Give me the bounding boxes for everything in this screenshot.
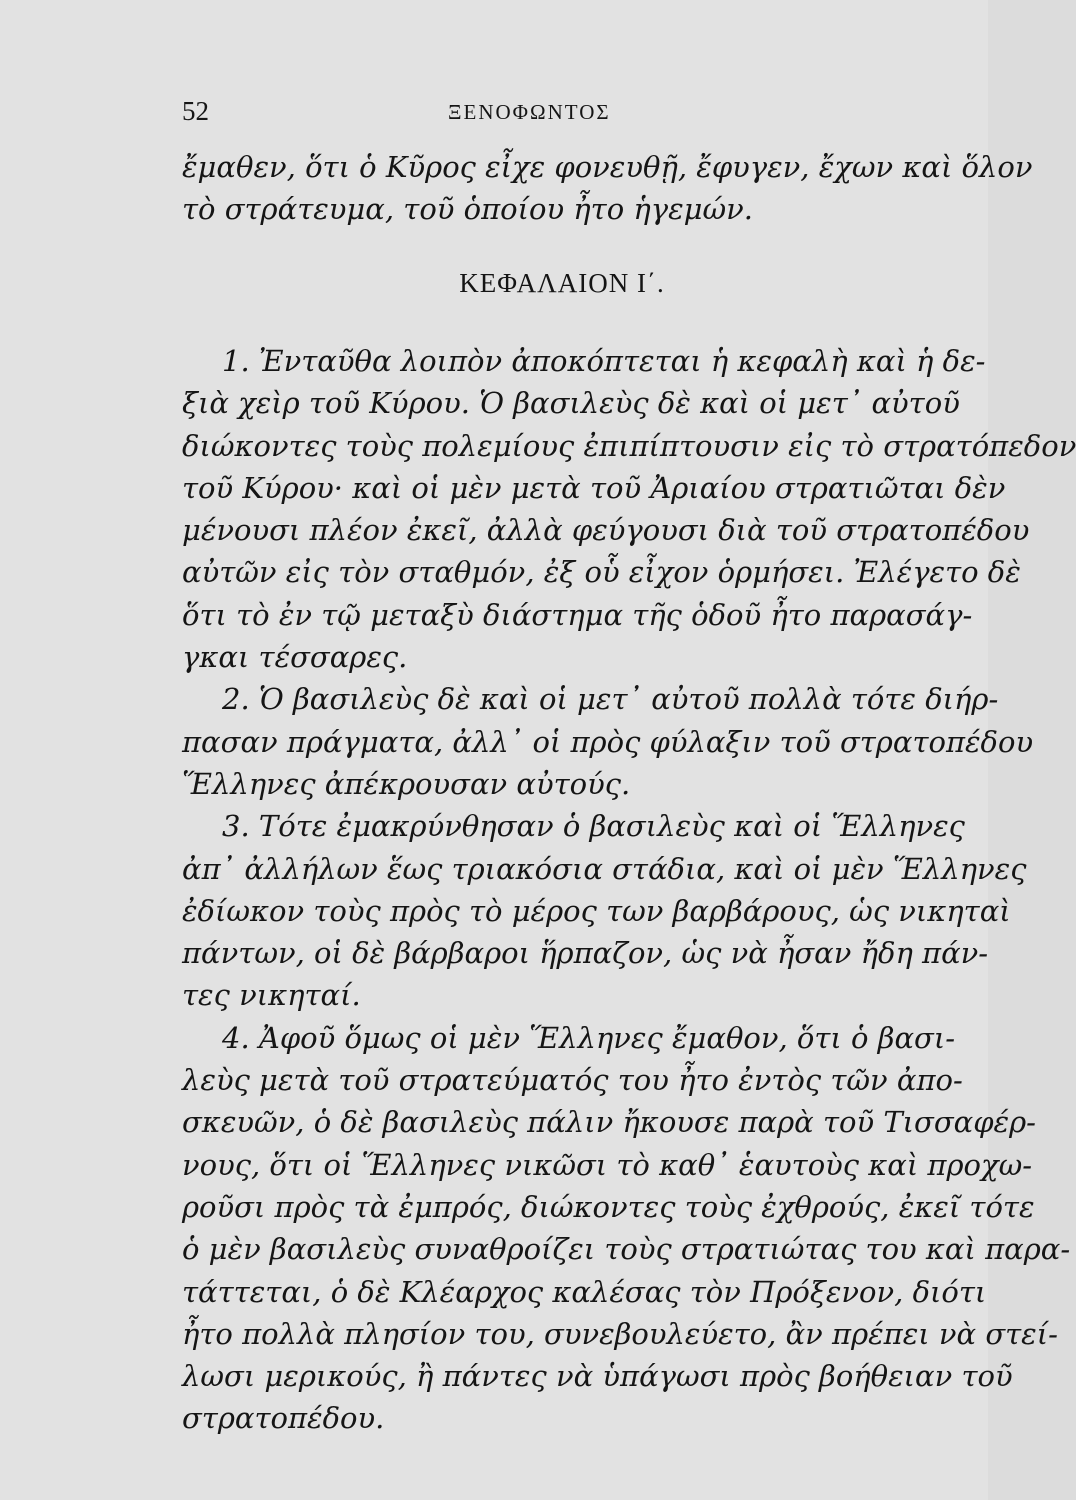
text-line: τὸ στράτευμα, τοῦ ὁποίου ἦτο ἡγεμών.	[182, 192, 754, 227]
page-header	[182, 96, 942, 136]
paragraph-3-line: 3. Τότε ἐμακρύνθησαν ὁ βασιλεὺς καὶ οἱ Ἕλληνες	[222, 809, 965, 844]
text-line: μένουσι πλέον ἐκεῖ, ἀλλὰ φεύγουσι διὰ τοῦ στρατοπέδου	[182, 513, 1030, 548]
text-line: αὐτῶν εἰς τὸν σταθμόν, ἐξ οὗ εἶχον ὁρμήσει. Ἐλέγετο δὲ	[182, 555, 1021, 590]
text-line: ξιὰ χεὶρ τοῦ Κύρου. Ὁ βασιλεὺς δὲ καὶ οἱ μετ᾿ αὐτοῦ	[182, 386, 960, 421]
text-line: ὁ μὲν βασιλεὺς συναθροίζει τοὺς στρατιώτας του καὶ παρα-	[182, 1232, 1071, 1267]
paragraph-4-line: 4. Ἀφοῦ ὅμως οἱ μὲν Ἕλληνες ἔμαθον, ὅτι ὁ βασι-	[222, 1020, 956, 1055]
text-line: ἐδίωκον τοὺς πρὸς τὸ μέρος των βαρβάρους, ὡς νικηταὶ	[182, 893, 1011, 928]
text-line: λεὺς μετὰ τοῦ στρατεύματός του ἦτο ἐντὸς τῶν ἀπο-	[182, 1063, 963, 1098]
paragraph-2-line: 2. Ὁ βασιλεὺς δὲ καὶ οἱ μετ᾿ αὐτοῦ πολλὰ τότε διήρ-	[222, 682, 999, 717]
text-line: ἦτο πολλὰ πλησίον του, συνεβουλεύετο, ἂν πρέπει νὰ στεί-	[182, 1316, 1058, 1351]
continuation-paragraph	[182, 146, 1033, 231]
text-line: νους, ὅτι οἱ Ἕλληνες νικῶσι τὸ καθ᾿ ἑαυτοὺς καὶ προχω-	[182, 1147, 1033, 1182]
page-number: 52	[182, 96, 209, 126]
text-line: σκευῶν, ὁ δὲ βασιλεὺς πάλιν ἤκουσε παρὰ τοῦ Τισσαφέρ-	[182, 1105, 1036, 1140]
text-line: Ἕλληνες ἀπέκρουσαν αὐτούς.	[182, 766, 631, 801]
text-line: ἀπ᾿ ἀλλήλων ἕως τριακόσια στάδια, καὶ οἱ μὲν Ἕλληνες	[182, 851, 1027, 886]
text-line: τάττεται, ὁ δὲ Κλέαρχος καλέσας τὸν Πρόξενον, διότι	[182, 1274, 987, 1309]
chapter-body	[182, 340, 1076, 1440]
text-line: ἔμαθεν, ὅτι ὁ Κῦρος εἶχε φονευθῇ, ἔφυγεν, ἔχων καὶ ὅλον	[182, 150, 1033, 184]
text-line: ροῦσι πρὸς τὰ ἐμπρός, διώκοντες τοὺς ἐχθρούς, ἐκεῖ τότε	[182, 1189, 1035, 1224]
text-line: λωσι μερικούς, ἢ πάντες νὰ ὑπάγωσι πρὸς βοήθειαν τοῦ	[182, 1359, 1013, 1394]
text-line: τες νικηταί.	[182, 978, 361, 1013]
text-line: στρατοπέδου.	[182, 1401, 385, 1436]
paragraph-1-line: 1. Ἐνταῦθα λοιπὸν ἀποκόπτεται ἡ κεφαλὴ καὶ ἡ δε-	[222, 344, 986, 378]
text-line: τοῦ Κύρου· καὶ οἱ μὲν μετὰ τοῦ Ἀριαίου στρατιῶται δὲν	[182, 470, 1006, 505]
text-line: πασαν πράγματα, ἀλλ᾿ οἱ πρὸς φύλαξιν τοῦ στρατοπέδου	[182, 724, 1034, 759]
running-head: ΞΕΝΟΦΩΝΤΟΣ	[448, 100, 611, 124]
text-line: γκαι τέσσαρες.	[182, 640, 408, 675]
text-line: διώκοντες τοὺς πολεμίους ἐπιπίπτουσιν εἰς τὸ στρατόπεδον	[182, 428, 1076, 463]
chapter-title: ΚΕΦΑΛΑΙΟΝ Ι΄.	[459, 268, 665, 298]
text-line: ὅτι τὸ ἐν τῷ μεταξὺ διάστημα τῆς ὁδοῦ ἦτο παρασάγ-	[182, 597, 973, 632]
text-line: πάντων, οἱ δὲ βάρβαροι ἥρπαζον, ὡς νὰ ἦσαν ἤδη πάν-	[182, 936, 989, 971]
